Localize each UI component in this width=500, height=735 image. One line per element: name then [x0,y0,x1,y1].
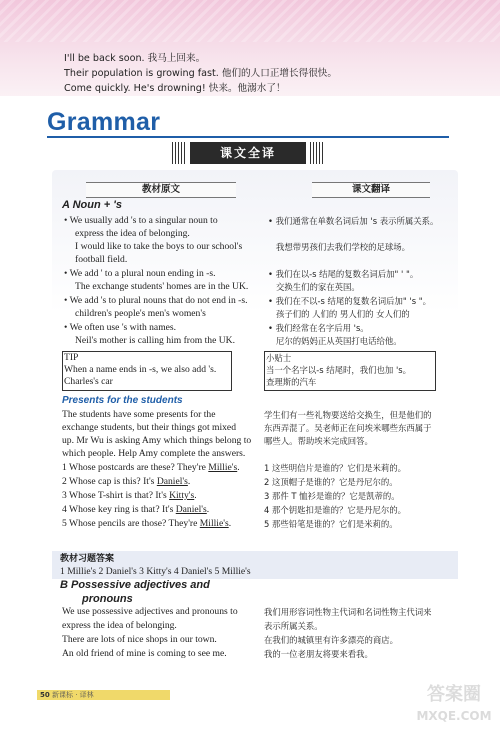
b-translation-line: 我们用形容词性物主代词和名词性物主代词来 [264,607,432,617]
tip-line: Charles's car [64,376,113,387]
question-answer: Daniel's [156,476,188,487]
a-line: • We often use 's with names. [64,322,177,333]
page-footer [37,690,170,700]
tip-translation-title: 小贴士 [266,353,292,363]
section-b-heading [60,578,210,606]
question-translation: 4 那个钥匙扣是谁的？它是丹尼尔的。 [264,505,406,515]
a-translation-line: 交换生们的家在英国。 [276,282,360,292]
example-line-2: Their population is growing fast. 他们的人口正增长得很快。 [64,68,337,79]
presents-translation-line: 学生们有一些礼物要送给交换生，但是他们的 [264,410,432,420]
a-line: children's people's men's women's [75,308,206,319]
a-translation-line: • 我们在不以-s 结尾的复数名词后加" 's "。 [268,296,431,306]
question-end: . [194,490,197,501]
title-rule [47,136,449,138]
question-text: 3 Whose T-shirt is that? It's [62,490,170,501]
banner-right-bars [310,142,324,164]
b-line: express the idea of belonging. [62,620,177,631]
section-b-heading-line2: pronouns [82,593,133,605]
presents-paragraph-line: The students have some presents for the [62,409,216,420]
presents-paragraph-line: exchange students, but their things got mixed [62,422,236,433]
question-text: 5 Whose pencils are those? They're [62,518,200,529]
a-translation-line: • 我们通常在单数名词后加 's 表示所属关系。 [268,216,439,226]
presents-paragraph-line: up. Mr Wu is asking Amy which things belong to [62,435,252,446]
b-translation-line: 我的一位老朋友将要来看我。 [264,649,373,659]
question-translation: 5 那些铅笔是谁的？它们是米莉的。 [264,519,398,529]
a-translation-line: 孩子们的 人们的 男人们的 女人们的 [276,309,410,319]
question-1 [62,462,240,474]
page-number: 50 [40,691,50,699]
a-line: The exchange students' homes are in the UK. [75,281,249,292]
question-text: 2 Whose cap is this? It's [62,476,157,487]
question-text: 4 Whose key ring is that? It's [62,504,176,515]
footer-text: 新课标 · 译林 [51,691,94,699]
a-line: • We usually add 's to a singular noun to [64,215,218,226]
tip-translation-line: 当一个名字以-s 结尾时，我们也加 's。 [266,365,411,375]
example-line-3: Come quickly. He's drowning! 快来。他溺水了！ [64,83,286,94]
presents-translation-line: 哪些人。帮助埃米完成回答。 [264,436,373,446]
a-line: • We add ' to a plural noun ending in -s. [64,268,216,279]
top-decorative-band [0,0,500,96]
watermark-logo: 答案圈 MXQE.COM [416,684,492,723]
left-header-label: 教材原文 [141,184,180,195]
section-b-heading-line1: B Possessive adjectives and [60,579,210,591]
section-title: Grammar [47,108,161,136]
b-line: There are lots of nice shops in our town. [62,634,217,645]
presents-translation-line: 东西弄混了。吴老师正在问埃米哪些东西属于 [264,423,432,433]
b-line: An old friend of mine is coming to see me. [62,648,227,659]
a-line: football field. [75,254,128,265]
example-line-1: I'll be back soon. 我马上回来。 [64,53,206,64]
a-line: Neil's mother is calling him from the UK. [75,335,235,346]
question-answer: Daniel's [175,504,207,515]
banner-left-bars [172,142,186,164]
b-translation-line: 在我们的城镇里有许多漂亮的商店。 [264,635,398,645]
question-end: . [237,462,240,473]
question-5 [62,518,231,530]
question-end: . [228,518,232,529]
question-2 [62,476,190,488]
right-header-label: 课文翻译 [351,184,390,195]
a-line: express the idea of belonging. [75,228,190,239]
question-3 [62,490,197,502]
section-a-heading: A Noun + 's [62,199,122,211]
a-line: • We add 's to plural nouns that do not end in -s. [64,295,248,306]
question-answer: Millie's [199,518,229,529]
question-translation: 3 那件 T 恤衫是谁的？它是凯蒂的。 [264,491,400,501]
b-line: We use possessive adjectives and pronouns to [62,606,238,617]
tip-line: When a name ends in -s, we also add 's. [64,364,217,375]
left-header [86,182,236,198]
banner: 课文全译 [190,142,306,164]
question-end: . [206,504,210,515]
question-translation: 1 这些明信片是谁的？它们是米莉的。 [264,463,406,473]
presents-paragraph-line: which people. Help Amy complete the answers. [62,448,246,459]
answers-heading: 教材习题答案 [60,554,115,564]
question-answer: Kitty's [169,490,195,501]
question-4 [62,504,209,516]
presents-heading: Presents for the students [62,395,183,406]
tip-translation-line: 查理斯的汽车 [266,377,317,387]
answers-text: 1 Millie's 2 Daniel's 3 Kitty's 4 Daniel's 5 Millie's [60,566,251,577]
a-translation-line: • 我们在以-s 结尾的复数名词后加" ' "。 [268,269,419,279]
question-translation: 2 这顶帽子是谁的？它是丹尼尔的。 [264,477,398,487]
tip-title: TIP [64,352,79,363]
a-translation-line: • 我们经常在名字后用 's。 [268,323,369,333]
a-line: I would like to take the boys to our school's [75,241,243,252]
question-text: 1 Whose postcards are these? They're [62,462,209,473]
right-header [312,182,430,198]
a-translation-line: 我想带男孩们去我们学校的足球场。 [276,242,410,252]
question-end: . [187,476,191,487]
b-translation-line: 表示所属关系。 [264,621,323,631]
question-answer: Millie's [208,462,238,473]
a-translation-line: 尼尔的妈妈正从英国打电话给他。 [276,336,402,346]
